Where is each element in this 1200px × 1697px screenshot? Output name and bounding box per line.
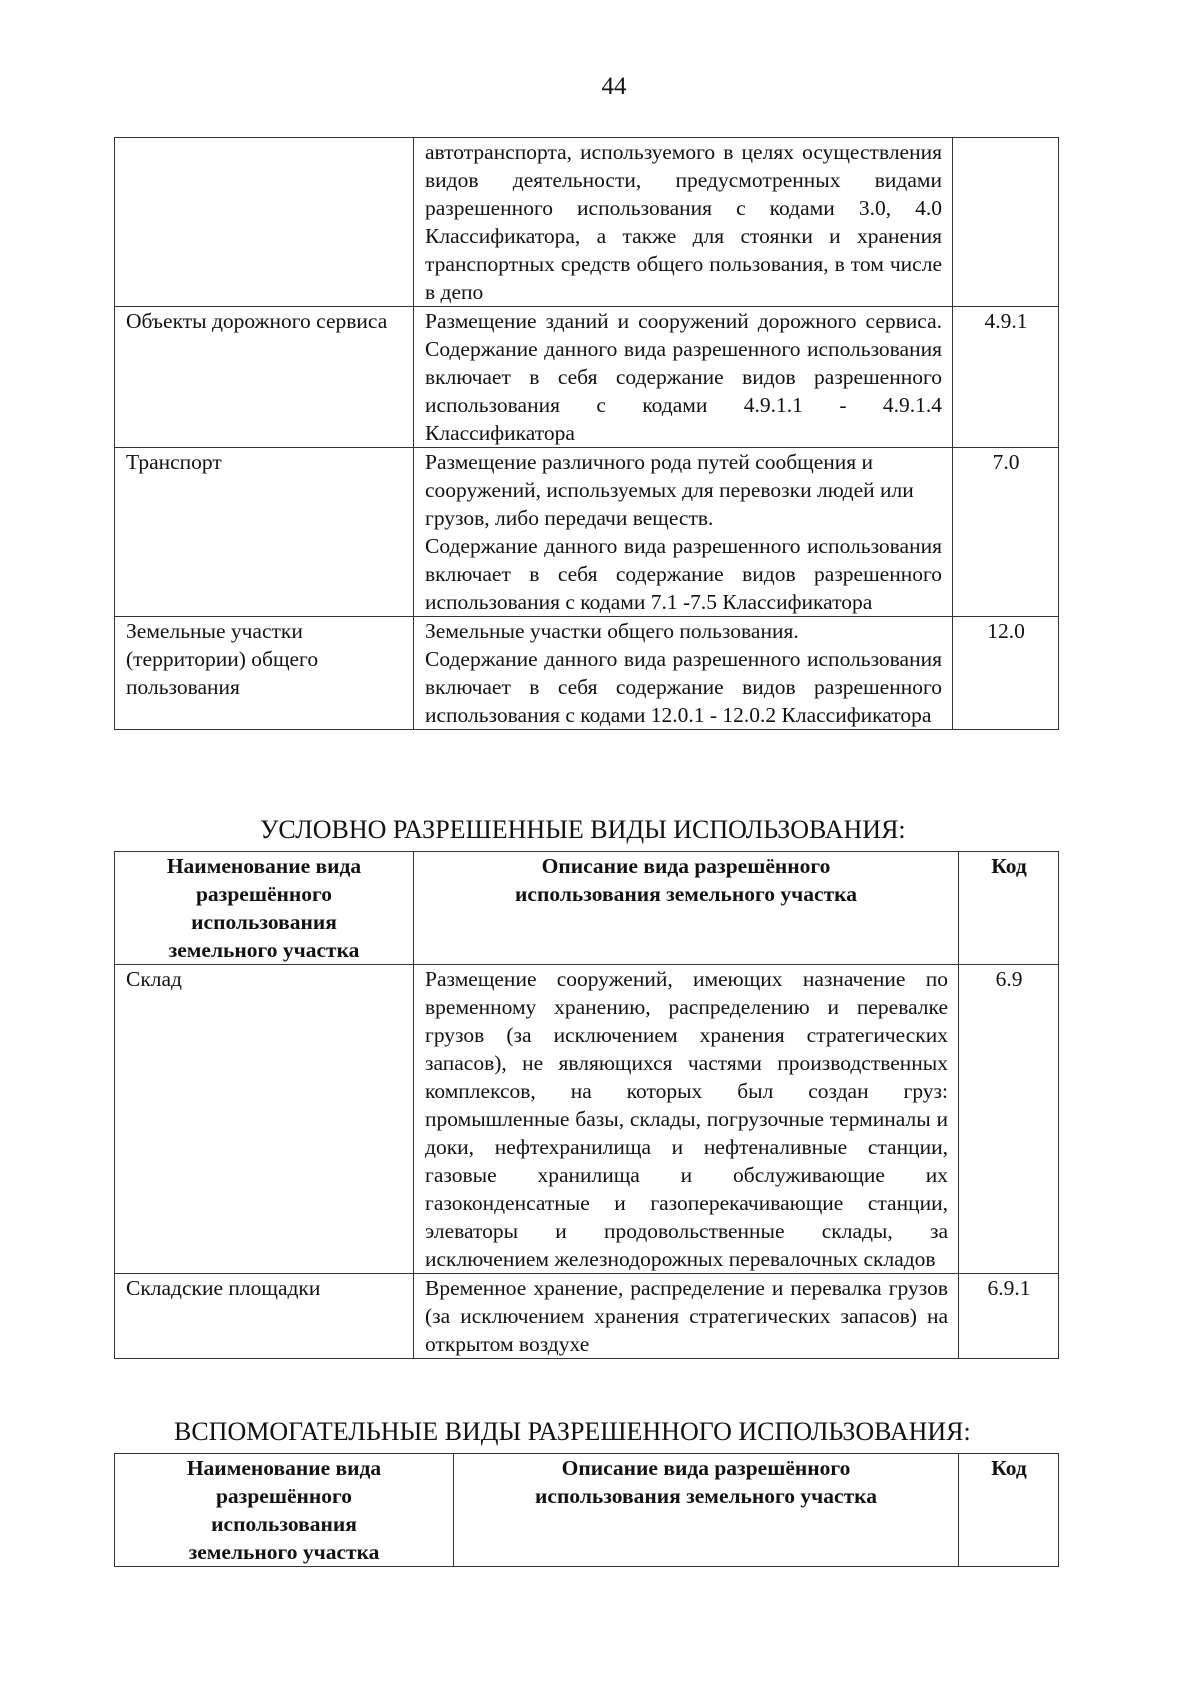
table-row — [115, 138, 1059, 307]
use-code-cell: 7.0 — [953, 448, 1059, 617]
use-code-cell: 12.0 — [953, 617, 1059, 730]
table-row — [115, 617, 1059, 730]
header-name: Наименование вида разрешённого использования земельного участка — [115, 1454, 454, 1567]
use-name-cell — [115, 138, 414, 307]
table-header-row — [115, 1454, 1059, 1567]
page-number: 44 — [601, 73, 627, 100]
use-description-cell: Временное хранение, распределение и перевалка грузов (за исключением хранения стратегических запасов) на открытом воздухе — [414, 1274, 959, 1359]
table-row — [115, 1274, 1059, 1359]
conditional-uses-title: УСЛОВНО РАЗРЕШЕННЫЕ ВИДЫ ИСПОЛЬЗОВАНИЯ: — [260, 815, 906, 844]
use-description-cell — [414, 307, 953, 448]
use-code-cell — [953, 138, 1059, 307]
description-paragraph: Содержание данного вида разрешенного использования включает в себя содержание видов разрешенного использования с кодами 7.1 -7.5 Классификатора — [425, 534, 942, 614]
table-row — [115, 307, 1059, 448]
description-paragraph: Размещение различного рода путей сообщения и сооружений, используемых для перевозки людей или грузов, либо передачи веществ. — [425, 450, 914, 530]
header-code: Код — [959, 852, 1059, 965]
use-code-cell: 6.9.1 — [959, 1274, 1059, 1359]
auxiliary-uses-table — [114, 1453, 1059, 1567]
main-uses-table — [114, 137, 1059, 730]
use-name-cell: Земельные участки (территории) общего пользования — [115, 617, 414, 730]
auxiliary-uses-title: ВСПОМОГАТЕЛЬНЫЕ ВИДЫ РАЗРЕШЕННОГО ИСПОЛЬЗОВАНИЯ: — [174, 1417, 971, 1446]
use-code-cell: 4.9.1 — [953, 307, 1059, 448]
use-name-cell: Складские площадки — [115, 1274, 414, 1359]
use-description-cell — [414, 617, 953, 730]
description-paragraph: Размещение зданий и сооружений дорожного сервиса. Содержание данного вида разрешенного использования включает в себя содержание видов разрешенного использования с кодами 4.9.1.1 - 4.9.1.4 Классификатора — [425, 309, 942, 445]
use-description-cell — [414, 138, 953, 307]
conditional-uses-table — [114, 851, 1059, 1359]
description-paragraph: Содержание данного вида разрешенного использования включает в себя содержание видов разрешенного использования с кодами 12.0.1 - 12.0.2 Классификатора — [425, 647, 942, 727]
use-name-cell: Объекты дорожного сервиса — [115, 307, 414, 448]
use-code-cell: 6.9 — [959, 965, 1059, 1274]
header-description: Описание вида разрешённого использования земельного участка — [454, 1454, 959, 1567]
use-name-cell: Склад — [115, 965, 414, 1274]
header-name: Наименование вида разрешённого использования земельного участка — [115, 852, 414, 965]
header-code: Код — [959, 1454, 1059, 1567]
table-row — [115, 448, 1059, 617]
use-description-cell: Размещение сооружений, имеющих назначение по временному хранению, распределению и перевалке грузов (за исключением хранения стратегических запасов), не являющихся частями производственных комплексов, на которых был создан груз: промышленные базы, склады, погрузочные терминалы и доки, нефтехранилища и нефтеналивные станции, газовые хранилища и обслуживающие их газоконденсатные и газоперекачивающие станции, элеваторы и продовольственные склады, за исключением железнодорожных перевалочных складов — [414, 965, 959, 1274]
use-description-cell — [414, 448, 953, 617]
use-name-cell: Транспорт — [115, 448, 414, 617]
table-row — [115, 965, 1059, 1274]
description-paragraph: Земельные участки общего пользования. — [425, 619, 799, 643]
header-description: Описание вида разрешённого использования земельного участка — [414, 852, 959, 965]
table-header-row — [115, 852, 1059, 965]
description-paragraph: автотранспорта, используемого в целях осуществления видов деятельности, предусмотренных видами разрешенного использования с кодами 3.0, 4.0 Классификатора, а также для стоянки и хранения транспортных средств общего пользования, в том числе в депо — [425, 140, 942, 304]
